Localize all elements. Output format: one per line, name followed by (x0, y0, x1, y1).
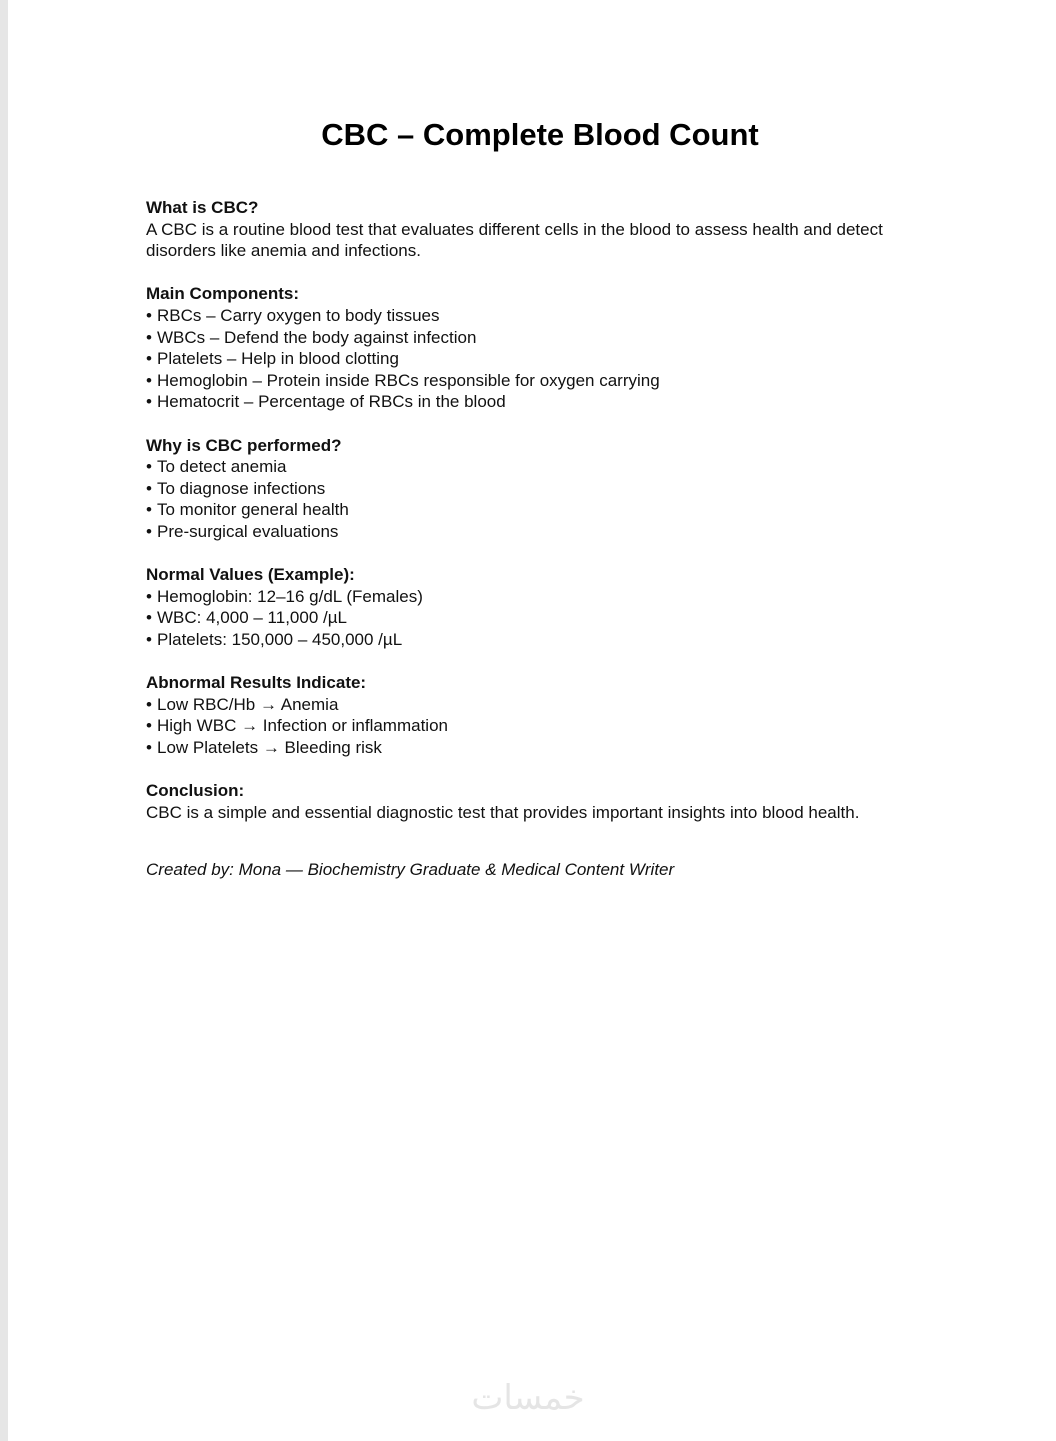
bullet-icon: • (146, 716, 152, 736)
section-heading: Why is CBC performed? (146, 435, 342, 455)
list-item (146, 348, 946, 370)
list-item-text: Platelets: 150,000 – 450,000 /µL (157, 629, 403, 649)
section-what-is-cbc (146, 197, 946, 262)
list-item (146, 629, 946, 651)
list-item (146, 499, 946, 521)
bullet-icon: • (146, 327, 152, 347)
section-why-performed (146, 435, 946, 543)
bullet-list (146, 456, 946, 542)
list-item (146, 391, 946, 413)
list-item-text: Hematocrit – Percentage of RBCs in the blood (157, 392, 506, 412)
list-item (146, 737, 946, 759)
bullet-icon: • (146, 305, 152, 325)
watermark: خمسات (471, 1378, 585, 1418)
section-heading: Abnormal Results Indicate: (146, 673, 367, 693)
list-item-text: RBCs – Carry oxygen to body tissues (157, 305, 440, 325)
bullet-list (146, 694, 946, 759)
list-item (146, 478, 946, 500)
list-item-text: WBC: 4,000 – 11,000 /µL (157, 608, 347, 628)
section-normal-values (146, 564, 946, 650)
section-heading: Normal Values (Example): (146, 565, 355, 585)
list-item (146, 607, 946, 629)
list-item (146, 327, 946, 349)
list-item-text: Hemoglobin – Protein inside RBCs responsible for oxygen carrying (157, 370, 660, 390)
bullet-list (146, 305, 946, 413)
list-item-text: High WBC → Infection or inflammation (157, 716, 448, 736)
list-item (146, 305, 946, 327)
list-item-text: Platelets – Help in blood clotting (157, 349, 399, 369)
bullet-icon: • (146, 370, 152, 390)
section-abnormal-results (146, 672, 946, 758)
bullet-icon: • (146, 500, 152, 520)
section-paragraph: A CBC is a routine blood test that evaluates different cells in the blood to assess health and detect disorders like anemia and infections. (146, 219, 883, 261)
list-item-text: To diagnose infections (157, 478, 326, 498)
author-credit: Created by: Mona — Biochemistry Graduate & Medical Content Writer (146, 860, 675, 880)
bullet-icon: • (146, 608, 152, 628)
list-item-text: Hemoglobin: 12–16 g/dL (Females) (157, 586, 423, 606)
section-heading: What is CBC? (146, 198, 259, 217)
page-title: CBC – Complete Blood Count (321, 117, 759, 152)
list-item-text: To detect anemia (157, 457, 287, 477)
bullet-icon: • (146, 586, 152, 606)
list-item-text: WBCs – Defend the body against infection (157, 327, 477, 347)
bullet-icon: • (146, 694, 152, 714)
list-item (146, 456, 946, 478)
list-item-text: Pre-surgical evaluations (157, 521, 339, 541)
section-heading: Conclusion: (146, 781, 245, 801)
section-paragraph: CBC is a simple and essential diagnostic test that provides important insights into blood health. (146, 802, 860, 822)
page-left-edge (0, 0, 8, 1441)
list-item (146, 694, 946, 716)
document-body (146, 197, 946, 881)
list-item (146, 521, 946, 543)
list-item (146, 715, 946, 737)
bullet-icon: • (146, 629, 152, 649)
section-heading: Main Components: (146, 284, 299, 304)
section-main-components (146, 283, 946, 413)
bullet-icon: • (146, 521, 152, 541)
bullet-icon: • (146, 392, 152, 412)
bullet-icon: • (146, 737, 152, 757)
bullet-icon: • (146, 349, 152, 369)
bullet-icon: • (146, 478, 152, 498)
bullet-list (146, 586, 946, 651)
section-conclusion (146, 780, 946, 823)
bullet-icon: • (146, 457, 152, 477)
list-item (146, 370, 946, 392)
list-item (146, 586, 946, 608)
list-item-text: Low RBC/Hb → Anemia (157, 694, 339, 714)
list-item-text: To monitor general health (157, 500, 349, 520)
list-item-text: Low Platelets → Bleeding risk (157, 737, 382, 757)
